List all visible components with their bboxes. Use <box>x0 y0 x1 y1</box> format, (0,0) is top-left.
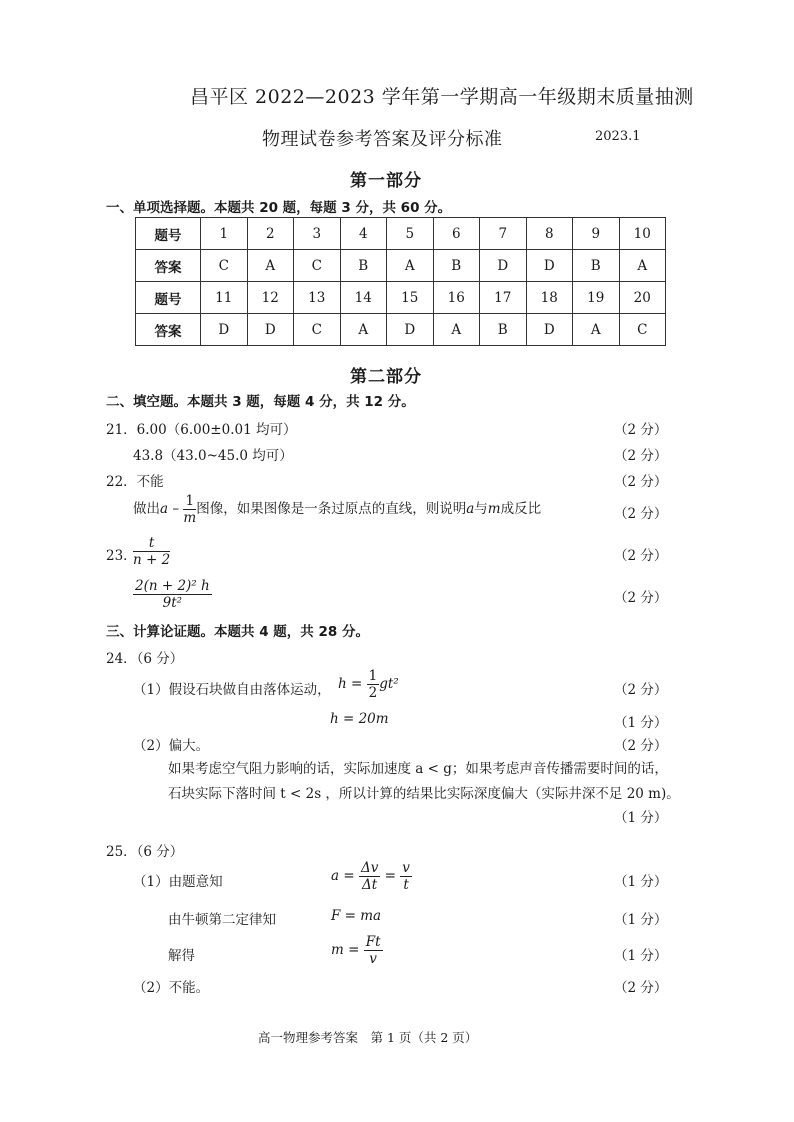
q22-text: 做出 <box>133 501 160 517</box>
table-cell: 13 <box>294 282 341 314</box>
q25-part2: 由牛顿第二定律知 <box>168 912 276 928</box>
table-cell: B <box>573 250 620 282</box>
q23-label: 23． <box>106 548 137 564</box>
table-row <box>136 250 666 282</box>
section1-title: 一、单项选择题。本题共 20 题，每题 3 分，共 60 分。 <box>106 200 452 216</box>
table-cell: D <box>526 314 573 346</box>
part2-title: 第二部分 <box>350 367 422 387</box>
table-cell: 19 <box>573 282 620 314</box>
q24-part2: （2）偏大。 <box>133 738 210 754</box>
table-row <box>136 218 666 250</box>
q24-explanation2: 石块实际下落时间 t < 2s ，所以计算的结果比实际深度偏大（实际井深不足 20 m)。 <box>168 786 680 802</box>
fraction-numerator: Ft <box>365 934 381 950</box>
q21-line2: 43.8（43.0~45.0 均可） <box>133 448 293 464</box>
section3-title: 三、计算论证题。本题共 4 题，共 28 分。 <box>106 624 369 640</box>
q22-var: m <box>487 501 501 517</box>
score-label: （1 分） <box>614 715 668 731</box>
table-cell: 5 <box>387 218 434 250</box>
table-cell: C <box>619 314 666 346</box>
document-date: 2023.1 <box>595 129 641 144</box>
q23-fraction1 <box>133 535 170 568</box>
q22-text: 与 <box>474 501 488 517</box>
q22-var: a <box>466 501 475 517</box>
fraction-denominator: n + 2 <box>133 552 171 568</box>
fraction-denominator: v <box>369 951 377 967</box>
formula-left: h = <box>338 676 363 692</box>
table-cell: 10 <box>619 218 666 250</box>
table-cell: 4 <box>340 218 387 250</box>
q25-part1: （1）由题意知 <box>133 874 223 890</box>
question-number-header: 题号 <box>136 282 201 314</box>
table-cell: 18 <box>526 282 573 314</box>
table-cell: C <box>294 314 341 346</box>
table-cell: C <box>201 250 248 282</box>
q25-formula2: F = ma <box>331 908 382 924</box>
score-label: （1 分） <box>614 948 668 964</box>
score-label: （2 分） <box>614 474 668 490</box>
part1-title: 第一部分 <box>350 171 422 191</box>
score-label: （2 分） <box>614 422 668 438</box>
table-cell: 6 <box>433 218 480 250</box>
q25-label: 25．（6 分） <box>106 844 184 860</box>
fraction-denominator: t <box>403 877 409 893</box>
q25-part4: （2）不能。 <box>133 980 210 996</box>
table-cell: B <box>433 250 480 282</box>
ft-v-fraction <box>364 934 383 967</box>
table-cell: D <box>526 250 573 282</box>
q24-formula <box>338 668 399 701</box>
table-cell: B <box>480 314 527 346</box>
table-row <box>136 314 666 346</box>
table-cell: 8 <box>526 218 573 250</box>
formula-left: a = <box>331 868 355 884</box>
table-cell: D <box>201 314 248 346</box>
formula-right: gt² <box>379 676 399 692</box>
score-label: （1 分） <box>614 810 668 826</box>
fraction-denominator: Δt <box>362 877 378 893</box>
table-cell: 1 <box>201 218 248 250</box>
score-label: （2 分） <box>614 590 668 606</box>
table-cell: A <box>433 314 480 346</box>
score-label: （2 分） <box>614 682 668 698</box>
q23-answer2 <box>133 578 212 611</box>
table-cell: B <box>340 250 387 282</box>
score-label: （1 分） <box>614 874 668 890</box>
q22-var: a <box>160 501 169 517</box>
q22-fraction <box>183 493 196 526</box>
q22-text: 图像，如果图像是一条过原点的直线，则说明 <box>196 501 467 517</box>
answer-header: 答案 <box>136 250 201 282</box>
table-cell: 11 <box>201 282 248 314</box>
table-cell: D <box>480 250 527 282</box>
q22-text: 成反比 <box>500 501 542 517</box>
score-label: （2 分） <box>614 506 668 522</box>
q24-explanation1: 如果考虑空气阻力影响的话，实际加速度 a < g；如果考虑声音传播需要时间的话， <box>168 761 668 777</box>
formula-left: m = <box>331 942 360 958</box>
q22-line2 <box>133 493 541 526</box>
table-cell: D <box>387 314 434 346</box>
fraction-denominator: 2 <box>368 685 378 701</box>
table-cell: A <box>340 314 387 346</box>
equals-sign: = <box>384 868 396 884</box>
table-cell: A <box>387 250 434 282</box>
q25-part3: 解得 <box>168 948 195 964</box>
q24-label: 24．（6 分） <box>106 651 184 667</box>
page-footer: 高一物理参考答案 第 1 页（共 2 页） <box>258 1030 478 1045</box>
fraction-numerator: v <box>402 860 410 876</box>
table-cell: A <box>247 250 294 282</box>
table-cell: 12 <box>247 282 294 314</box>
q24-part1: （1）假设石块做自由落体运动， <box>133 682 331 698</box>
table-cell: 3 <box>294 218 341 250</box>
table-cell: D <box>247 314 294 346</box>
q24-result: h = 20m <box>330 711 389 727</box>
score-label: （2 分） <box>614 448 668 464</box>
q21-line1: 21．6.00（6.00±0.01 均可） <box>106 422 297 438</box>
table-cell: 17 <box>480 282 527 314</box>
v-t-fraction <box>400 860 412 893</box>
table-row <box>136 282 666 314</box>
answer-table <box>135 217 666 346</box>
table-cell: 20 <box>619 282 666 314</box>
question-number-header: 题号 <box>136 218 201 250</box>
table-cell: A <box>573 314 620 346</box>
score-label: （2 分） <box>614 980 668 996</box>
fraction-numerator: Δv <box>360 860 379 876</box>
table-cell: 16 <box>433 282 480 314</box>
fraction-denominator: m <box>183 510 197 526</box>
table-cell: 15 <box>387 282 434 314</box>
answer-header: 答案 <box>136 314 201 346</box>
score-label: （1 分） <box>614 912 668 928</box>
table-cell: 9 <box>573 218 620 250</box>
table-cell: 7 <box>480 218 527 250</box>
score-label: （2 分） <box>614 548 668 564</box>
fraction-numerator: 1 <box>368 668 378 684</box>
q23-fraction2 <box>133 578 212 611</box>
fraction-numerator: 2(n + 2)² h <box>135 578 210 594</box>
document-title: 昌平区 2022—2023 学年第一学期高一年级期末质量抽测 <box>190 86 694 108</box>
q25-formula3 <box>331 934 383 967</box>
fraction-numerator: t <box>133 535 170 552</box>
fraction-numerator: 1 <box>183 493 196 510</box>
q22-text: – <box>168 501 184 517</box>
score-label: （2 分） <box>614 738 668 754</box>
q22-line1: 22．不能 <box>106 474 164 490</box>
table-cell: A <box>619 250 666 282</box>
fraction-denominator: 9t² <box>162 595 183 611</box>
q25-formula1 <box>331 860 412 893</box>
half-fraction <box>367 668 380 701</box>
table-cell: 14 <box>340 282 387 314</box>
q23-answer1 <box>133 535 170 568</box>
table-cell: 2 <box>247 218 294 250</box>
document-subtitle: 物理试卷参考答案及评分标准 <box>262 129 503 150</box>
table-cell: C <box>294 250 341 282</box>
section2-title: 二、填空题。本题共 3 题，每题 4 分，共 12 分。 <box>106 394 415 410</box>
delta-fraction <box>359 860 380 893</box>
